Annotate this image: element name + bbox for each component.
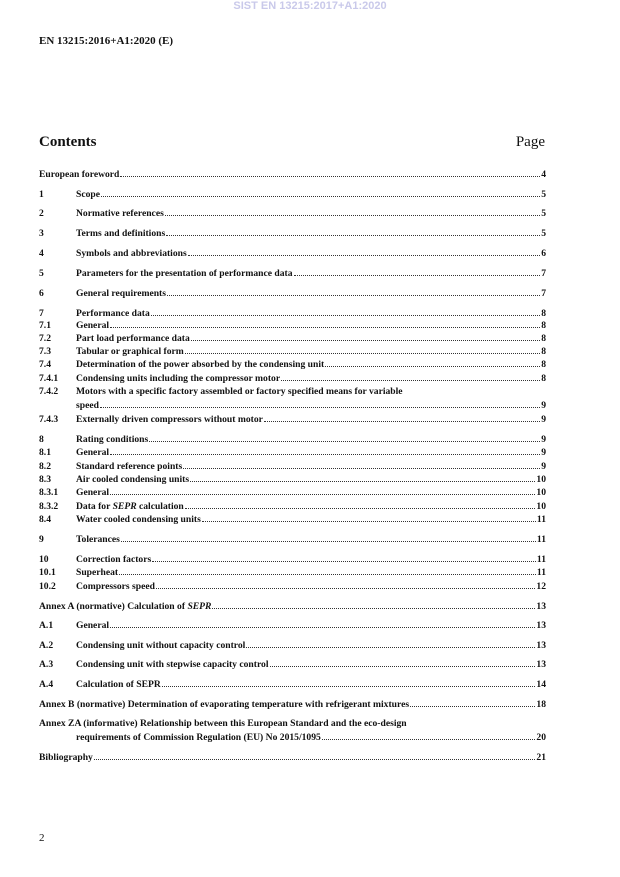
toc-entry-title (76, 433, 148, 447)
toc-entry-number: 7.4.3 (39, 414, 59, 425)
dot-leader (190, 481, 535, 482)
toc-entry-page: 7 (541, 268, 546, 279)
toc-entry-number: 10.2 (39, 581, 56, 592)
toc-entry-page: 8 (541, 346, 546, 357)
toc-entry[interactable] (39, 385, 546, 412)
toc-entry-line (39, 717, 546, 731)
toc-entry-title (76, 385, 403, 399)
toc-entry-title-continued: speed (76, 399, 99, 411)
toc-entry[interactable] (39, 267, 546, 281)
toc-entry-page: 13 (536, 659, 546, 670)
toc-entry-number: 8.1 (39, 447, 51, 458)
toc-entry[interactable] (39, 513, 546, 527)
toc-entry-number: 8.3 (39, 474, 51, 485)
watermark: SIST EN 13215:2017+A1:2020 (233, 0, 387, 12)
toc-entry-number: 8 (39, 434, 44, 445)
toc-entry-line (39, 460, 546, 474)
toc-entry-number: 4 (39, 248, 44, 259)
toc-entry-title (76, 473, 189, 487)
toc-entry-title (39, 698, 409, 712)
toc-entry-title-part: General (76, 620, 110, 631)
toc-entry-page: 9 (541, 399, 546, 411)
dot-leader (281, 380, 540, 381)
dot-leader (183, 468, 540, 469)
toc-entry-title (76, 460, 182, 474)
toc-entry[interactable] (39, 566, 546, 580)
toc-entry-number: 7.2 (39, 333, 51, 344)
toc-entry-title (39, 168, 119, 182)
toc-entry-line (39, 678, 546, 692)
toc-entry-page: 8 (541, 359, 546, 370)
toc-entry-title (76, 188, 100, 202)
toc-entry-page: 10 (536, 487, 546, 498)
toc-entry[interactable] (39, 486, 546, 500)
toc-entry-number: 5 (39, 268, 44, 279)
toc-entry[interactable] (39, 500, 546, 514)
toc-entry-page: 8 (541, 333, 546, 344)
toc-entry-line (39, 619, 546, 633)
toc-entry-title-part: Superheat (76, 567, 119, 578)
toc-entry-title-part: Data for (76, 501, 113, 512)
toc-entry-title-part: Motors with a specific factory assembled or factory specified means for variable (76, 386, 403, 397)
toc-entry-title-part: Condensing unit with stepwise capacity control (76, 659, 269, 670)
dot-leader (119, 574, 536, 575)
toc-entry-line (39, 385, 546, 399)
toc-entry[interactable] (39, 580, 546, 594)
toc-entry-line (39, 227, 546, 241)
document-header: EN 13215:2016+A1:2020 (E) (39, 35, 173, 47)
toc-entry-title (76, 566, 118, 580)
dot-leader (110, 494, 535, 495)
toc-entry-title (39, 751, 93, 765)
dot-leader (202, 521, 536, 522)
toc-entry-title-part: Determination of the power absorbed by the condensing unit (76, 359, 325, 370)
toc-entry-title-part: Annex A (normative) Calculation of (39, 601, 188, 612)
toc-entry-page: 9 (541, 447, 546, 458)
dot-leader (101, 196, 540, 197)
toc-entry[interactable] (39, 168, 546, 182)
dot-leader (121, 541, 536, 542)
toc-entry-title-part: General (76, 487, 110, 498)
toc-entry-number: A.1 (39, 620, 54, 631)
toc-entry-title-part: Annex ZA (informative) Relationship between this European Standard and the eco-design (39, 718, 407, 729)
toc-entry-title (76, 413, 263, 427)
toc-entry-title-part: General (76, 320, 110, 331)
toc-entry-line (39, 639, 546, 653)
dot-leader (188, 255, 540, 256)
toc-entry[interactable] (39, 345, 546, 359)
toc-entry-number: 10.1 (39, 567, 56, 578)
dot-leader (294, 275, 541, 276)
toc-entry-number: 7.4.1 (39, 373, 59, 384)
toc-entry-title (76, 678, 161, 692)
toc-entry-number: 8.3.2 (39, 501, 59, 512)
dot-leader (166, 235, 540, 236)
dot-leader (264, 421, 540, 422)
dot-leader (167, 295, 540, 296)
toc-entry-line (39, 500, 546, 514)
toc-entry-number: 9 (39, 534, 44, 545)
toc-entry-line (39, 413, 546, 427)
dot-leader (162, 686, 536, 687)
toc-entry-page: 9 (541, 434, 546, 445)
toc-entry-title-part: Performance data (76, 308, 150, 319)
toc-entry-title-part: Terms and definitions (76, 228, 166, 239)
toc-entry-line (39, 533, 546, 547)
toc-entry-title (39, 717, 407, 731)
toc-entry[interactable] (39, 358, 546, 372)
toc-entry-title (76, 580, 155, 594)
toc-entry-title-part: SEPR (187, 601, 212, 612)
toc-entry-title-part: Air cooled condensing units (76, 474, 190, 485)
dot-leader (270, 666, 536, 667)
toc-entry-title (76, 267, 293, 281)
toc-entry-title-part: European foreword (39, 169, 120, 180)
toc-entry-page: 14 (536, 679, 546, 690)
toc-entry[interactable] (39, 473, 546, 487)
toc-entry-line (39, 658, 546, 672)
toc-entry-number: 8.2 (39, 461, 51, 472)
toc-entry-line (39, 207, 546, 221)
dot-leader (156, 588, 535, 589)
toc-entry-title (76, 332, 190, 346)
toc-entry[interactable] (39, 619, 546, 633)
toc-entry-title (76, 533, 120, 547)
toc-entry-page: 4 (541, 169, 546, 180)
toc-entry-title (76, 207, 164, 221)
dot-leader (100, 407, 540, 408)
dot-leader (246, 647, 535, 648)
toc-entry-title-part: Parameters for the presentation of performance data (76, 268, 293, 279)
toc-entry[interactable] (39, 207, 546, 221)
toc-entry-title (39, 600, 211, 614)
dot-leader (120, 176, 540, 177)
toc-entry-line (39, 473, 546, 487)
toc-entry-title (76, 513, 201, 527)
toc-entry-title-part: Rating conditions (76, 434, 149, 445)
toc-entry-title-part: Externally driven compressors without motor (76, 414, 263, 425)
toc-entry-title-part: Calculation of SEPR (76, 679, 161, 690)
toc-entry-page: 9 (541, 461, 546, 472)
toc-entry-title-part: SEPR (112, 501, 137, 512)
toc-entry-number: 7.4 (39, 359, 51, 370)
toc-entry-title-part: Condensing units including the compressor motor (76, 373, 281, 384)
toc-entry-line (39, 566, 546, 580)
toc-entry-title (76, 619, 109, 633)
toc-entry-line (39, 486, 546, 500)
toc-entry-page: 11 (536, 514, 546, 525)
toc-entry-line (39, 247, 546, 261)
toc-entry-title (76, 500, 184, 514)
toc-entry-title (76, 358, 324, 372)
toc-entry-title (76, 658, 269, 672)
toc-entry-number: 3 (39, 228, 44, 239)
toc-entry-continuation (39, 731, 546, 745)
toc-entry[interactable] (39, 751, 546, 765)
toc-entry-line (39, 698, 546, 712)
toc-entry-line (39, 345, 546, 359)
toc-entry-number: A.4 (39, 679, 54, 690)
dot-leader (185, 353, 540, 354)
toc-entry-title (76, 287, 166, 301)
toc-entry-line (39, 319, 546, 333)
dot-leader (185, 508, 536, 509)
toc-entry-line (39, 188, 546, 202)
dot-leader (149, 441, 540, 442)
dot-leader (151, 315, 540, 316)
toc-entry-number: 7.3 (39, 346, 51, 357)
toc-entry[interactable] (39, 287, 546, 301)
toc-entry-page: 5 (541, 189, 546, 200)
toc-entry-number: 6 (39, 288, 44, 299)
dot-leader (165, 215, 540, 216)
toc-entry-line (39, 513, 546, 527)
toc-entry-title-continued: requirements of Commission Regulation (EU) No 2015/1095 (76, 731, 321, 743)
toc-entry[interactable] (39, 332, 546, 346)
toc-entry-line (39, 332, 546, 346)
toc-entry[interactable] (39, 717, 546, 744)
toc-entry-page: 10 (536, 501, 546, 512)
toc-entry-line (39, 168, 546, 182)
toc-entry-page: 11 (536, 567, 546, 578)
toc-entry-line (39, 372, 546, 386)
page-number: 2 (39, 832, 45, 844)
toc-entry-number: 7 (39, 308, 44, 319)
toc-entry-line (39, 267, 546, 281)
toc-entry-title (76, 227, 165, 241)
toc-entry-page: 5 (541, 228, 546, 239)
toc-entry-title-part: Standard reference points (76, 461, 183, 472)
toc-entry[interactable] (39, 533, 546, 547)
dot-leader (325, 366, 540, 367)
toc-entry-line (39, 751, 546, 765)
dot-leader (110, 454, 540, 455)
toc-entry-title-part: Part load performance data (76, 333, 190, 344)
toc-entry-title-part: Tabular or graphical form (76, 346, 184, 357)
toc-entry-page: 13 (536, 601, 546, 612)
toc-entry-title-part: Tolerances (76, 534, 120, 545)
toc-entry-page: 11 (536, 534, 546, 545)
toc-entry[interactable] (39, 372, 546, 386)
toc-entry[interactable] (39, 698, 546, 712)
toc-entry-title-part: General (76, 447, 110, 458)
toc-entry-page: 9 (541, 414, 546, 425)
toc-entry-line (39, 433, 546, 447)
toc-entry-number: 8.4 (39, 514, 51, 525)
toc-entry-title (76, 639, 245, 653)
toc-entry[interactable] (39, 658, 546, 672)
toc-entry-line (39, 287, 546, 301)
toc-entry-page: 8 (541, 320, 546, 331)
toc-entry-title-part: Symbols and abbreviations (76, 248, 187, 259)
toc-entry-title (76, 319, 109, 333)
toc-entry-continuation (39, 399, 546, 413)
toc-entry[interactable] (39, 227, 546, 241)
toc-entry-title-part: General requirements (76, 288, 166, 299)
toc-entry-line (39, 446, 546, 460)
toc-entry-page: 6 (541, 248, 546, 259)
toc-entry[interactable] (39, 446, 546, 460)
contents-title: Contents (39, 134, 97, 150)
toc-entry-title (76, 372, 280, 386)
toc-entry-number: 7.4.2 (39, 386, 59, 397)
toc-entry-title (76, 553, 151, 567)
toc-entry-page: 13 (536, 620, 546, 631)
toc-entry[interactable] (39, 319, 546, 333)
toc-entry-page: 8 (541, 308, 546, 319)
dot-leader (191, 340, 540, 341)
toc-entry[interactable] (39, 188, 546, 202)
toc-entry-line (39, 553, 546, 567)
toc-entry-page: 10 (536, 474, 546, 485)
dot-leader (110, 327, 540, 328)
toc-entry[interactable] (39, 413, 546, 427)
toc-entry-number: A.2 (39, 640, 54, 651)
page-column-label: Page (515, 134, 545, 150)
toc-entry[interactable] (39, 553, 546, 567)
toc-entry-number: 8.3.1 (39, 487, 59, 498)
toc-entry-page: 20 (536, 731, 546, 743)
toc-entry-title-part: Water cooled condensing units (76, 514, 201, 525)
dot-leader (152, 561, 536, 562)
toc-entry-title-part: Compressors speed (76, 581, 155, 592)
toc-entry-line (39, 600, 546, 614)
toc-entry-title-part: Normative references (76, 208, 164, 219)
toc-entry[interactable] (39, 639, 546, 653)
toc-entry-title (76, 345, 184, 359)
toc-entry-title (76, 446, 109, 460)
toc-entry[interactable] (39, 600, 546, 614)
toc-entry-title-part: Annex B (normative) Determination of evaporating temperature with refrigerant mixtures (39, 699, 410, 710)
toc-entry[interactable] (39, 678, 546, 692)
toc-entry-number: 1 (39, 189, 44, 200)
toc-entry-title (76, 486, 109, 500)
dot-leader (322, 739, 536, 740)
toc-entry-page: 11 (536, 554, 546, 565)
toc-entry-title-part: calculation (136, 501, 184, 512)
toc-entry-title (76, 247, 187, 261)
dot-leader (212, 608, 535, 609)
toc-entry-page: 5 (541, 208, 546, 219)
toc-entry-page: 18 (536, 699, 546, 710)
dot-leader (94, 759, 536, 760)
dot-leader (110, 627, 535, 628)
toc-entry-page: 8 (541, 373, 546, 384)
toc-entry-page: 12 (536, 581, 546, 592)
toc-entry-title-part: Scope (76, 189, 100, 200)
toc-entry-page: 13 (536, 640, 546, 651)
toc-entry-title-part: Correction factors (76, 554, 152, 565)
toc-entry-number: 7.1 (39, 320, 51, 331)
toc-entry-line (39, 358, 546, 372)
toc-entry[interactable] (39, 433, 546, 447)
toc-entry-page: 21 (536, 752, 546, 763)
toc-entry-page: 7 (541, 288, 546, 299)
toc-entry-number: 10 (39, 554, 49, 565)
toc-entry-title-part: Condensing unit without capacity control (76, 640, 246, 651)
dot-leader (410, 706, 535, 707)
toc-entry-line (39, 580, 546, 594)
toc-entry[interactable] (39, 247, 546, 261)
toc-entry-title-part: Bibliography (39, 752, 93, 763)
toc-entry-number: 2 (39, 208, 44, 219)
toc-entry-number: A.3 (39, 659, 54, 670)
toc-entry[interactable] (39, 460, 546, 474)
